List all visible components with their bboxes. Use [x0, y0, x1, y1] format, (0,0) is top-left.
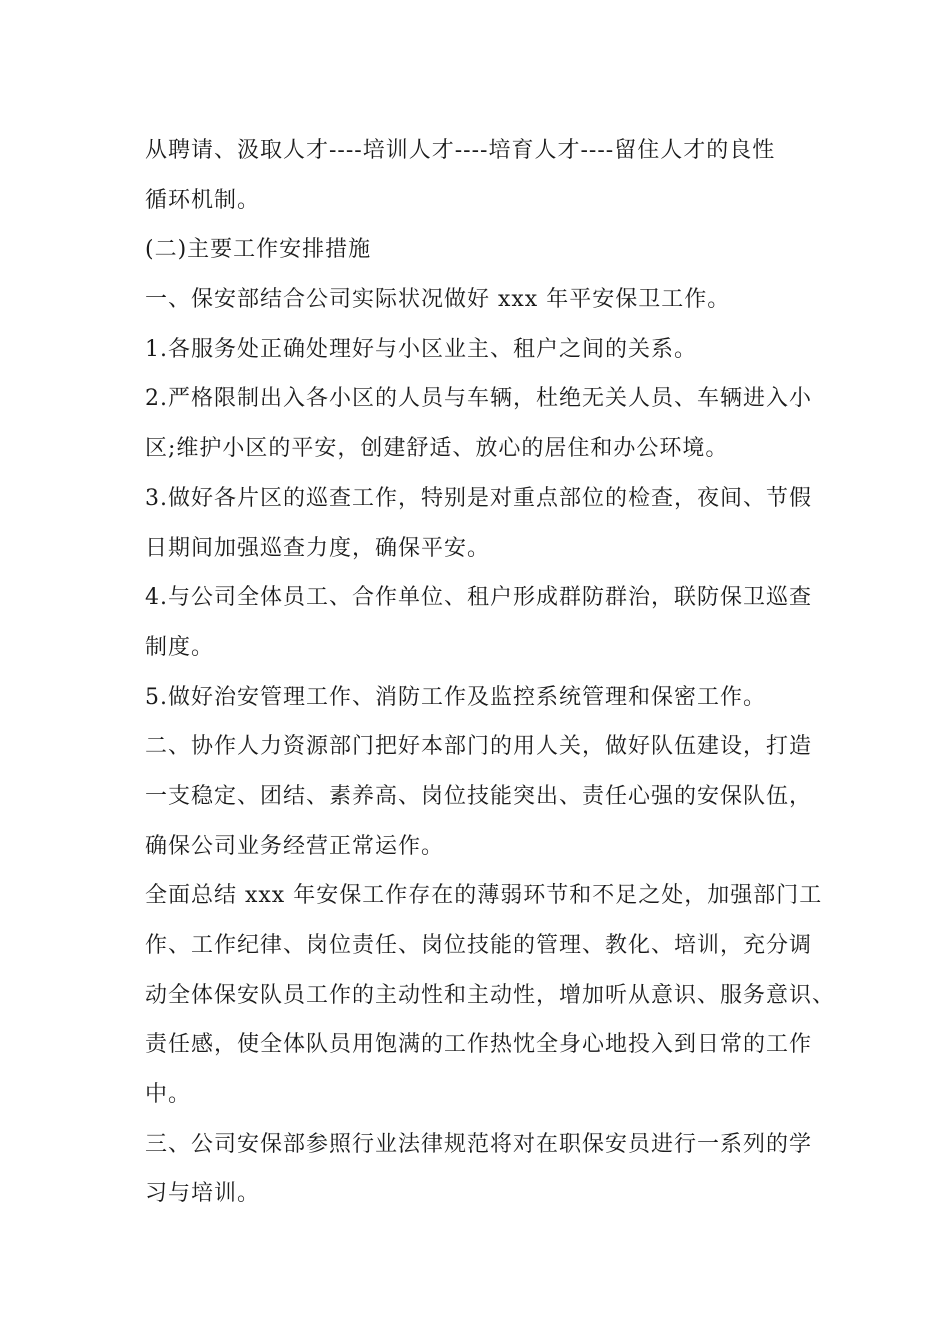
text-line: 一、保安部结合公司实际状况做好 xxx 年平安保卫工作。 [145, 287, 731, 313]
text-line: 日期间加强巡查力度，确保平安。 [145, 535, 491, 561]
text-line: 确保公司业务经营正常运作。 [145, 833, 445, 859]
text-line: 作、工作纪律、岗位责任、岗位技能的管理、教化、培训，充分调 [145, 933, 813, 958]
text-line: 三、公司安保部参照行业法律规范将对在职保安员进行一系列的学 [145, 1131, 813, 1157]
text-line: 责任感，使全体队员用饱满的工作热忱全身心地投入到日常的工作 [145, 1032, 813, 1058]
text-line: 习与培训。 [145, 1181, 261, 1207]
text-line: 循环机制。 [145, 187, 261, 213]
text-line: 5.做好治安管理工作、消防工作及监控系统管理和保密工作。 [145, 684, 766, 710]
text-line: 制度。 [145, 634, 215, 660]
text-line: 动全体保安队员工作的主动性和主动性，增加听从意识、服务意识、 [145, 982, 836, 1008]
text-line: 1.各服务处正确处理好与小区业主、租户之间的关系。 [145, 336, 697, 362]
text-line: 从聘请、汲取人才----培训人才----培育人才----留住人才的良性 [145, 138, 776, 163]
section-heading: (二)主要工作安排措施 [145, 237, 372, 263]
text-line: 一支稳定、团结、素养高、岗位技能突出、责任心强的安保队伍， [145, 783, 813, 809]
text-line: 3.做好各片区的巡查工作，特别是对重点部位的检查，夜间、节假 [145, 485, 812, 511]
text-line: 2.严格限制出入各小区的人员与车辆，杜绝无关人员、车辆进入小 [145, 386, 812, 412]
document-body [145, 126, 845, 1219]
text-line: 4.与公司全体员工、合作单位、租户形成群防群治，联防保卫巡查 [145, 585, 812, 611]
text-line: 区;维护小区的平安，创建舒适、放心的居住和办公环境。 [145, 436, 729, 462]
text-line: 中。 [145, 1082, 192, 1108]
text-line: 二、协作人力资源部门把好本部门的用人关，做好队伍建设，打造 [145, 734, 813, 760]
text-line: 全面总结 xxx 年安保工作存在的薄弱环节和不足之处，加强部门工 [145, 883, 823, 909]
